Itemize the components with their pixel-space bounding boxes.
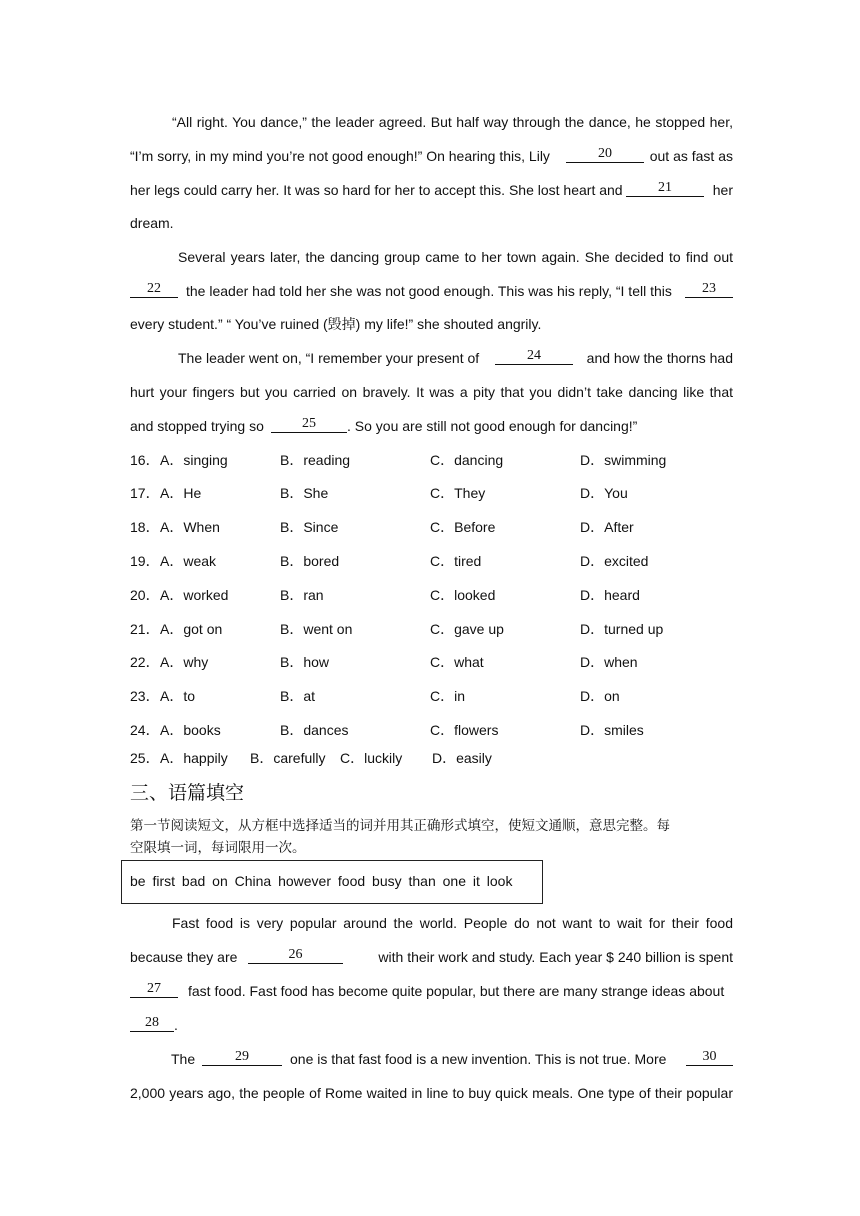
option-c[interactable]: C．dancing: [430, 452, 504, 468]
question-row: [130, 483, 750, 503]
word-bank-text: be first bad on China however food busy than one it look: [130, 873, 513, 889]
paragraph-text: the leader had told her she was not good enough. This was his reply, “I tell this: [186, 283, 672, 299]
question-number: 21．: [130, 621, 160, 637]
paragraph-text: “I’m sorry, in my mind you’re not good enough!” On hearing this, Lily: [130, 148, 550, 164]
option-c[interactable]: C．tired: [430, 553, 482, 569]
question-number: 23．: [130, 688, 160, 704]
word-bank-box: [121, 860, 543, 904]
passage-line: [130, 180, 733, 200]
passage-line: [130, 146, 733, 166]
question-number: 22．: [130, 654, 160, 670]
instruction-text: 第一节阅读短文，从方框中选择适当的词并用其正确形式填空，使短文通顺，意思完整。每: [130, 818, 670, 834]
paragraph-text: The: [171, 1051, 196, 1067]
paragraph-text: hurt your fingers but you carried on bravely. It was a pity that you didn’t take dancing like that: [130, 384, 733, 400]
passage-line: [130, 314, 733, 334]
option-b[interactable]: B．went on: [280, 621, 353, 637]
option-b[interactable]: B．bored: [280, 553, 340, 569]
answer-blank-23[interactable]: 23: [685, 281, 733, 298]
passage-line: [130, 416, 733, 436]
option-d[interactable]: D．excited: [580, 553, 649, 569]
paragraph-text: her legs could carry her. It was so hard for her to accept this. She lost heart and: [130, 182, 623, 198]
option-a[interactable]: A．weak: [160, 553, 217, 569]
question-row: [130, 551, 750, 571]
instruction-text: 空限填一词，每词限用一次。: [130, 840, 306, 856]
passage-line: [130, 281, 733, 301]
paragraph-text: and stopped trying so: [130, 418, 264, 434]
paragraph-text: Several years later, the dancing group came to her town again. She decided to find out: [178, 249, 733, 265]
answer-blank-24[interactable]: 24: [495, 348, 573, 365]
question-number: 24．: [130, 722, 160, 738]
passage-line: [130, 1083, 733, 1103]
passage-line: [130, 348, 733, 368]
paragraph-text: 2,000 years ago, the people of Rome waited in line to buy quick meals. One type of their popular: [130, 1085, 733, 1101]
answer-blank-25[interactable]: 25: [271, 416, 347, 433]
option-a[interactable]: A．When: [160, 519, 220, 535]
passage-line: [130, 247, 733, 267]
answer-blank-20[interactable]: 20: [566, 146, 644, 163]
option-a[interactable]: A．worked: [160, 587, 229, 603]
passage-line: [130, 1015, 733, 1035]
option-b[interactable]: B．dances: [280, 722, 349, 738]
option-c[interactable]: C．luckily: [340, 750, 403, 766]
option-a[interactable]: A．singing: [160, 452, 228, 468]
question-row: [130, 585, 750, 605]
answer-blank-29[interactable]: 29: [202, 1049, 282, 1066]
option-c[interactable]: C．looked: [430, 587, 496, 603]
option-d[interactable]: D．After: [580, 519, 634, 535]
option-d[interactable]: D．swimming: [580, 452, 667, 468]
question-row: [130, 748, 750, 768]
answer-blank-21[interactable]: 21: [626, 180, 704, 197]
answer-blank-22[interactable]: 22: [130, 281, 178, 298]
paragraph-text: dream.: [130, 215, 174, 231]
option-a[interactable]: A．happily: [160, 750, 228, 766]
paragraph-text: one is that fast food is a new invention. This is not true. More: [290, 1051, 667, 1067]
paragraph-text: with their work and study. Each year $ 240 billion is spent: [378, 949, 733, 965]
instruction-line: [130, 816, 733, 836]
passage-line: [130, 112, 733, 132]
option-b[interactable]: B．reading: [280, 452, 351, 468]
section-title: 三、语篇填空: [130, 782, 245, 804]
option-c[interactable]: C．Before: [430, 519, 496, 535]
question-number: 18．: [130, 519, 160, 535]
paragraph-text: The leader went on, “I remember your present of: [178, 350, 480, 366]
question-row: [130, 450, 750, 470]
question-row: [130, 686, 750, 706]
paragraph-text: out as fast as: [649, 148, 733, 164]
question-row: [130, 619, 750, 639]
option-b[interactable]: B．She: [280, 485, 329, 501]
paragraph-text: every student.” “ You’ve ruined (毁掉) my life!” she shouted angrily.: [130, 316, 542, 332]
passage-line: [130, 981, 733, 1001]
paragraph-text: because they are: [130, 949, 238, 965]
passage-line: [130, 382, 733, 402]
option-c[interactable]: C．what: [430, 654, 484, 670]
option-b[interactable]: B．ran: [280, 587, 324, 603]
option-c[interactable]: C．in: [430, 688, 466, 704]
passage-line: [130, 1049, 733, 1069]
passage-line: [130, 213, 733, 233]
option-d[interactable]: D．easily: [432, 750, 492, 766]
question-number: 20．: [130, 587, 160, 603]
option-c[interactable]: C．flowers: [430, 722, 499, 738]
question-number: 16．: [130, 452, 160, 468]
paragraph-text: “All right. You dance,” the leader agreed. But half way through the dance, he stopped her,: [172, 114, 733, 130]
answer-blank-30[interactable]: 30: [686, 1049, 733, 1066]
paragraph-text: her: [712, 182, 733, 198]
option-d[interactable]: D．heard: [580, 587, 640, 603]
option-a[interactable]: A．books: [160, 722, 221, 738]
question-number: 17．: [130, 485, 160, 501]
passage-line: [130, 947, 733, 967]
option-b[interactable]: B．at: [280, 688, 316, 704]
question-row: [130, 720, 750, 740]
question-number: 19．: [130, 553, 160, 569]
option-d[interactable]: D．on: [580, 688, 620, 704]
paragraph-text: fast food. Fast food has become quite popular, but there are many strange ideas about: [188, 983, 725, 999]
question-number: 25．: [130, 750, 160, 766]
instruction-line: [130, 838, 733, 858]
option-b[interactable]: B．Since: [280, 519, 339, 535]
option-b[interactable]: B．carefully: [250, 750, 326, 766]
answer-blank-26[interactable]: 26: [248, 947, 343, 964]
paragraph-text: and how the thorns had: [586, 350, 733, 366]
option-a[interactable]: A．got on: [160, 621, 223, 637]
option-a[interactable]: A．He: [160, 485, 202, 501]
option-d[interactable]: D．turned up: [580, 621, 664, 637]
option-d[interactable]: D．You: [580, 485, 628, 501]
question-row: [130, 517, 750, 537]
passage-line: [130, 913, 733, 933]
option-d[interactable]: D．smiles: [580, 722, 644, 738]
option-c[interactable]: C．gave up: [430, 621, 504, 637]
option-a[interactable]: A．to: [160, 688, 196, 704]
answer-blank-27[interactable]: 27: [130, 981, 178, 998]
paragraph-text: .: [174, 1017, 178, 1033]
paragraph-text: Fast food is very popular around the world. People do not want to wait for their food: [172, 915, 733, 931]
answer-blank-28[interactable]: 28: [130, 1015, 174, 1032]
option-c[interactable]: C．They: [430, 485, 486, 501]
option-d[interactable]: D．when: [580, 654, 638, 670]
option-b[interactable]: B．how: [280, 654, 330, 670]
paragraph-text: . So you are still not good enough for dancing!”: [347, 418, 638, 434]
option-a[interactable]: A．why: [160, 654, 209, 670]
question-row: [130, 652, 750, 672]
